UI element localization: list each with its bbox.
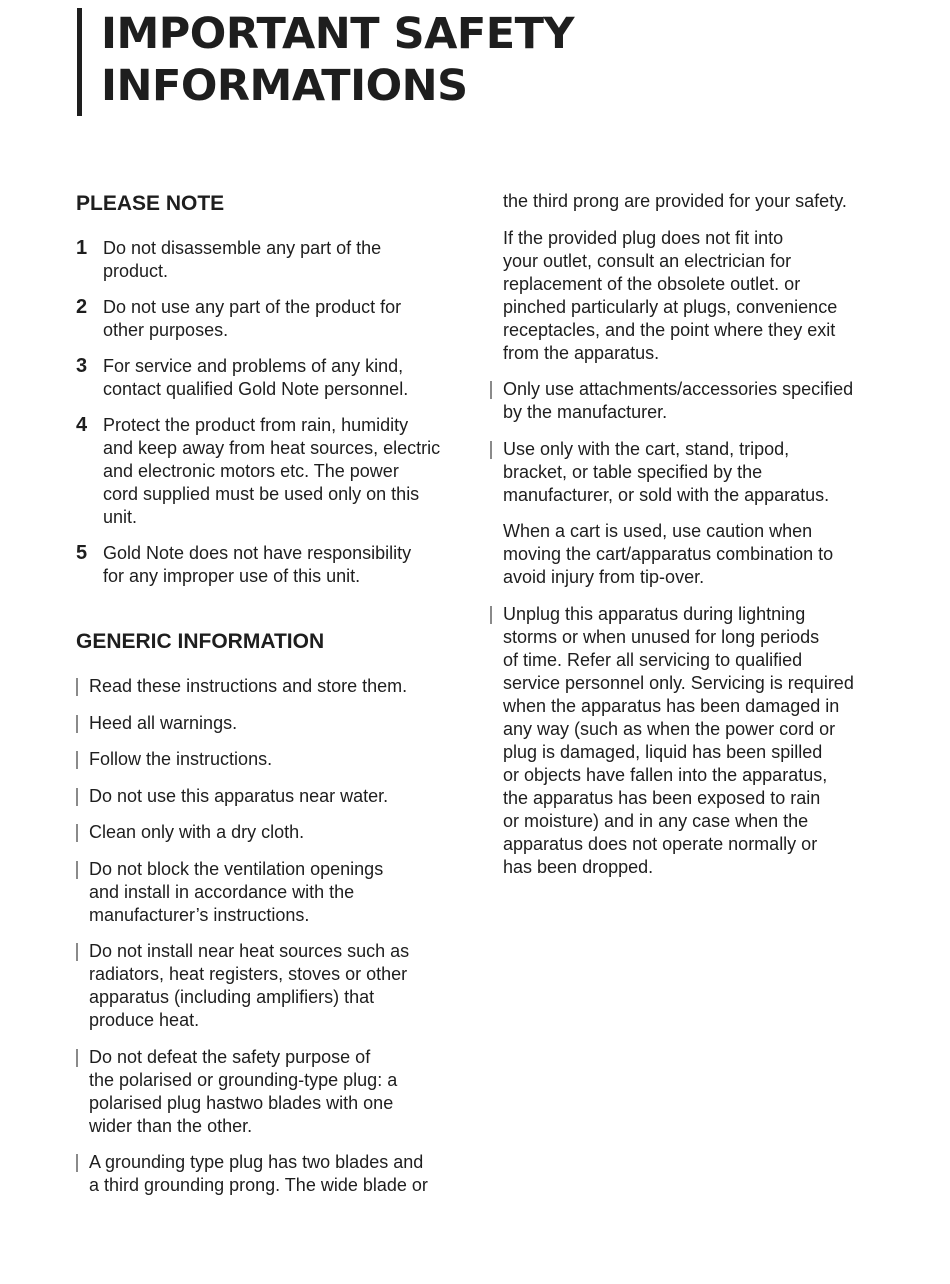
list-item [76, 821, 471, 844]
item-number: 2 [76, 296, 88, 318]
item-text: Read these instructions and store them. [89, 676, 408, 696]
item-text: If the provided plug does not fit into your outlet, consult an electrician for replacement of the obsolete outlet. or pinched particularly at plugs, convenience receptacles, and the point where they exit from the apparatus. [503, 227, 838, 363]
list-item-continuation [490, 520, 890, 589]
item-text: Do not block the ventilation openings and install in accordance with the manufacturer’s instructions. [89, 858, 384, 925]
item-text: the third prong are provided for your safety. [503, 191, 847, 211]
item-number: 4 [76, 414, 88, 436]
list-item [76, 1151, 471, 1197]
please-note-heading: PLEASE NOTE [76, 192, 225, 215]
item-text: For service and problems of any kind, contact qualified Gold Note personnel. [103, 356, 409, 399]
list-item [76, 1046, 471, 1138]
item-text: Unplug this apparatus during lightning storms or when unused for long periods of time. Refer all servicing to qualified service personnel only. Servicing is required when the apparatus has been damaged in any way (such as when the power cord or plug is damaged, liquid has been spilled or objects have fallen into the apparatus, the apparatus has been exposed to rain or moisture) and in any case when the apparatus does not operate normally or has been dropped. [503, 603, 854, 877]
item-text: Do not install near heat sources such as radiators, heat registers, stoves or other apparatus (including amplifiers) that produce heat. [89, 941, 410, 1030]
please-note-list [76, 237, 471, 588]
list-item [76, 296, 471, 342]
item-text: When a cart is used, use caution when moving the cart/apparatus combination to avoid injury from tip-over. [503, 521, 834, 587]
list-item [490, 603, 890, 879]
item-text: Follow the instructions. [89, 749, 273, 769]
generic-information-heading: GENERIC INFORMATION [76, 630, 325, 653]
item-text: A grounding type plug has two blades and a third grounding prong. The wide blade or [89, 1152, 428, 1195]
list-item [490, 438, 890, 507]
item-text: Protect the product from rain, humidity and keep away from heat sources, electric and electronic motors etc. The power cord supplied must be used only on this unit. [103, 415, 441, 527]
generic-information-list-left [76, 675, 471, 1197]
item-number: 3 [76, 355, 88, 377]
list-item [76, 675, 471, 698]
page-title-line-1: IMPORTANT SAFETY [101, 9, 575, 59]
list-item [76, 940, 471, 1032]
item-number: 1 [76, 237, 88, 259]
item-text: Do not use this apparatus near water. [89, 785, 389, 806]
list-item [76, 712, 471, 735]
right-column [490, 190, 890, 892]
page-title [77, 8, 574, 116]
item-text: Use only with the cart, stand, tripod, bracket, or table specified by the manufacturer, or sold with the apparatus. [503, 438, 830, 505]
list-item [76, 237, 471, 283]
list-item [76, 414, 471, 529]
list-item [76, 542, 471, 588]
item-text: Do not disassemble any part of the product. [103, 238, 382, 281]
page-title-line-2: INFORMATIONS [101, 61, 468, 111]
list-item [76, 355, 471, 401]
item-text: Do not use any part of the product for other purposes. [103, 297, 402, 340]
list-item [76, 748, 471, 771]
item-text: Only use attachments/accessories specified by the manufacturer. [503, 379, 854, 422]
item-text: Do not defeat the safety purpose of the polarised or grounding-type plug: a polarised plug hastwo blades with one wider than the other. [89, 1046, 398, 1136]
list-item [76, 785, 471, 808]
item-text: Heed all warnings. [89, 712, 238, 733]
item-text: Clean only with a dry cloth. [89, 822, 305, 842]
list-item-continuation [490, 227, 890, 365]
left-column [76, 190, 471, 1211]
list-item-continuation [490, 190, 890, 213]
list-item [490, 378, 890, 424]
list-item [76, 858, 471, 927]
item-text: Gold Note does not have responsibility for any improper use of this unit. [103, 543, 412, 586]
item-number: 5 [76, 542, 88, 564]
